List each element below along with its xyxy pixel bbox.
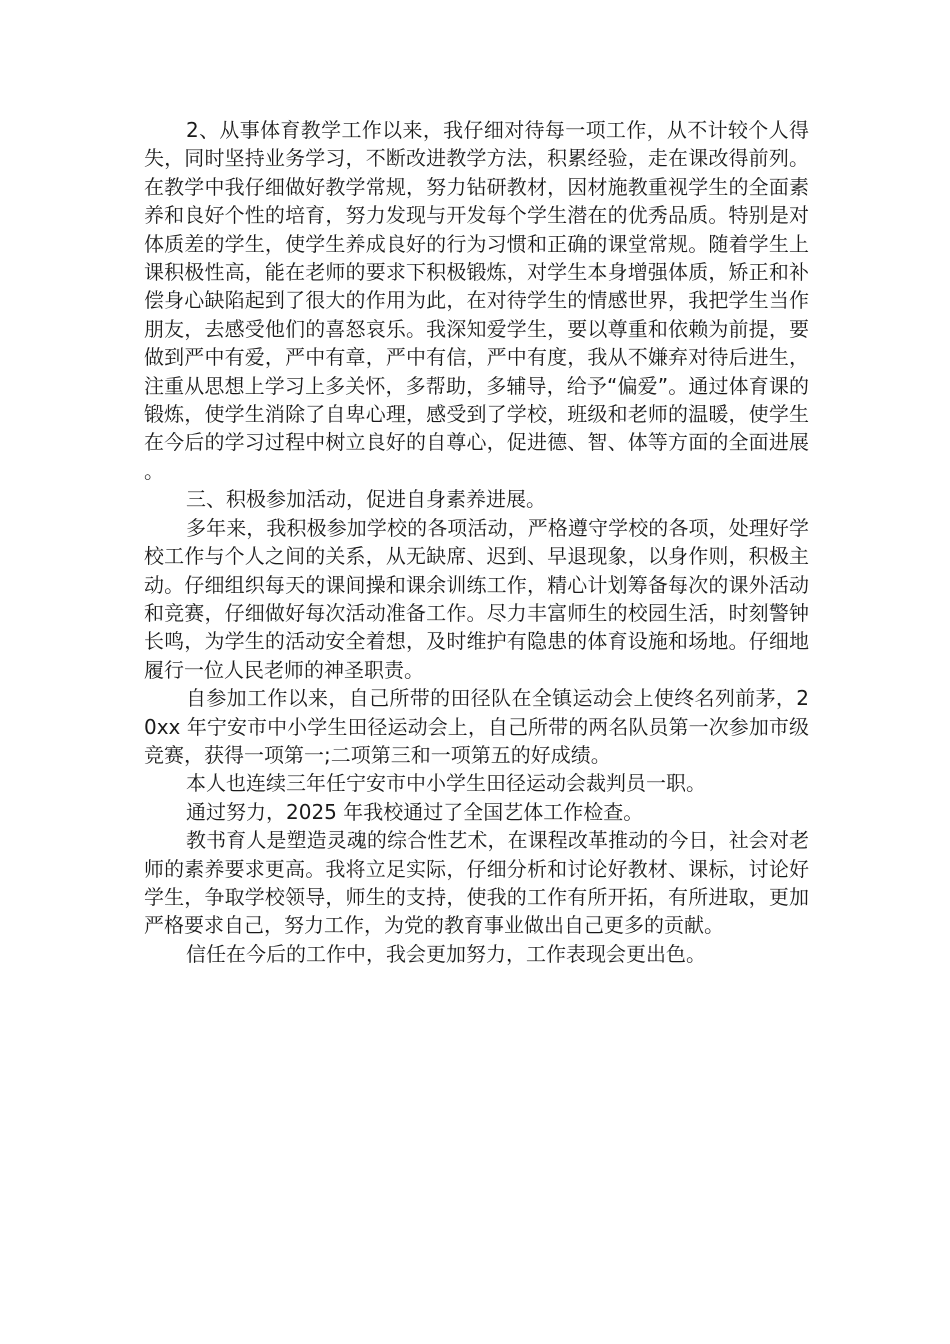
paragraph-track-team: 自参加工作以来，自己所带的田径队在全镇运动会上使终名列前茅，20xx 年宁安市中小学生田径运动会上，自己所带的两名队员第一次参加市级竞赛，获得一项第一;二项第三和一项第五的好成绩。 [144, 686, 809, 767]
paragraph-closing: 信任在今后的工作中，我会更加努力，工作表现会更出色。 [186, 941, 706, 966]
paragraph-inspection: 通过努力，2025 年我校通过了全国艺体工作检查。 [186, 799, 644, 824]
paragraph-referee: 本人也连续三年任宁安市中小学生田径运动会裁判员一职。 [186, 771, 706, 796]
paragraph-school-activities: 多年来，我积极参加学校的各项活动，严格遵守学校的各项，处理好学校工作与个人之间的关系，从无缺席、迟到、早退现象，以身作则，积极主动。仔细组织每天的课间操和课余训练工作，精心计划筹备每次的课外活动和竞赛，仔细做好每次活动准备工作。尽力丰富师生的校园生活，时刻警钟长鸣，为学生的活动安全着想，及时维护有隐患的体育设施和场地。仔细地履行一位人民老师的神圣职责。 [144, 515, 809, 682]
section-heading-activities: 三、积极参加活动，促进自身素养进展。 [186, 487, 546, 512]
document-body [144, 116, 809, 968]
paragraph-teaching-work: 2、从事体育教学工作以来，我仔细对待每一项工作，从不计较个人得失，同时坚持业务学习，不断改进教学方法，积累经验，走在课改得前列。在教学中我仔细做好教学常规，努力钻研教材，因材施教重视学生的全面素养和良好个性的培育，努力发现与开发每个学生潜在的优秀品质。特别是对体质差的学生，使学生养成良好的行为习惯和正确的课堂常规。随着学生上课积极性高，能在老师的要求下积极锻炼，对学生本身增强体质，矫正和补偿身心缺陷起到了很大的作用为此，在对待学生的情感世界，我把学生当作朋友，去感受他们的喜怒哀乐。我深知爱学生，要以尊重和依赖为前提，要做到严中有爱，严中有章，严中有信，严中有度，我从不嫌弃对待后进生，注重从思想上学习上多关怀，多帮助，多辅导，给予“偏爱”。通过体育课的锻炼，使学生消除了自卑心理，感受到了学校，班级和老师的温暖，使学生在今后的学习过程中树立良好的自尊心，促进德、智、体等方面的全面进展。 [144, 118, 809, 483]
paragraph-education-art: 教书育人是塑造灵魂的综合性艺术，在课程改革推动的今日，社会对老师的素养要求更高。我将立足实际，仔细分析和讨论好教材、课标，讨论好学生，争取学校领导，师生的支持，使我的工作有所开拓，有所进取，更加严格要求自己，努力工作，为党的教育事业做出自己更多的贡献。 [144, 828, 809, 938]
